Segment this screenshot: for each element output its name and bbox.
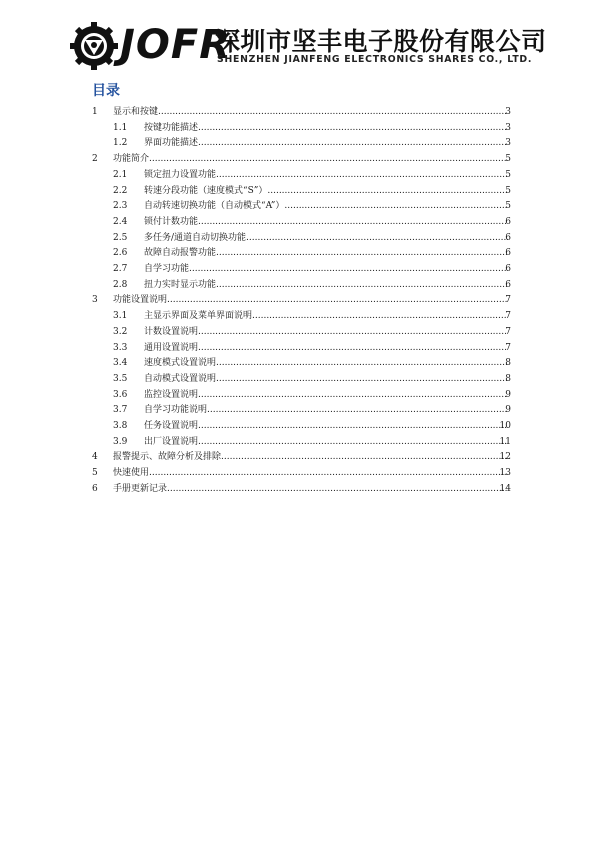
toc-entry-page: 6 [505, 264, 511, 274]
toc-entry-page: 10 [499, 421, 511, 431]
toc-entry-number: 3.4 [113, 358, 128, 369]
toc-entry[interactable] [0, 245, 600, 261]
toc-entry-title: 报警提示、故障分析及排除 [113, 452, 222, 463]
toc-entry[interactable] [0, 135, 600, 151]
toc-leader-dots [216, 277, 508, 293]
toc-entry-page: 8 [505, 373, 511, 384]
toc-entry-label [144, 340, 508, 356]
toc-entry-number: 2.7 [113, 264, 128, 274]
toc-entry-label [144, 167, 508, 183]
toc-entry-page: 6 [505, 232, 511, 243]
toc-entry-page: 6 [505, 279, 511, 290]
toc-entry-number: 6 [92, 483, 98, 494]
toc-entry[interactable] [0, 434, 600, 450]
toc-entry-label [144, 277, 508, 293]
toc-leader-dots [198, 120, 508, 136]
toc-entry[interactable] [0, 402, 600, 418]
toc-entry-page: 13 [499, 468, 511, 479]
toc-entry-page: 9 [505, 389, 511, 400]
toc-entry-title: 转速分段功能（速度模式“S”） [144, 185, 268, 196]
toc-entry-label [144, 183, 508, 199]
toc-entry[interactable] [0, 167, 600, 183]
toc-entry-title: 计数设置说明 [144, 326, 199, 337]
toc-entry[interactable] [0, 104, 600, 120]
toc-entry-page: 7 [505, 311, 511, 322]
toc-entry-title: 显示和按键 [113, 107, 159, 117]
toc-entry-page: 7 [505, 326, 511, 337]
toc-entry-label [113, 465, 508, 481]
toc-entry-title: 任务设置说明 [144, 421, 199, 431]
toc-entry-title: 界面功能描述 [144, 138, 199, 149]
toc-leader-dots [252, 308, 508, 324]
toc-entry-number: 2.5 [113, 232, 128, 243]
toc-entry-label [113, 292, 508, 308]
toc-entry-number: 1 [92, 107, 98, 117]
company-name-cn: 深圳市坚丰电子股份有限公司 [215, 27, 547, 56]
toc-leader-dots [267, 183, 508, 199]
toc-entry-title: 快速使用 [113, 468, 150, 479]
toc-entry-title: 手册更新记录 [113, 483, 168, 494]
toc-entry-label [113, 104, 508, 120]
toc-entry-label [144, 387, 508, 403]
toc-entry-title: 自动转速切换功能（自动模式“A”） [144, 201, 285, 212]
toc-entry-page: 3 [505, 107, 511, 117]
toc-leader-dots [167, 292, 508, 308]
toc-entry-number: 2.8 [113, 279, 128, 290]
toc-entry-page: 8 [505, 358, 511, 369]
toc-entry-label [144, 261, 508, 277]
toc-entry-number: 1.2 [113, 138, 128, 149]
page-header [70, 18, 550, 74]
toc-entry-page: 7 [505, 342, 511, 353]
toc-entry-number: 2.4 [113, 216, 128, 227]
toc-entry-label [144, 418, 508, 434]
toc-entry[interactable] [0, 183, 600, 199]
toc-entry-title: 功能简介 [113, 154, 150, 165]
toc-leader-dots [149, 151, 508, 167]
toc-entry-title: 功能设置说明 [113, 295, 168, 306]
toc-entry-title: 出厂设置说明 [144, 436, 199, 447]
toc-entry-label [144, 402, 508, 418]
toc-leader-dots [207, 402, 508, 418]
toc-entry-title: 速度模式设置说明 [144, 358, 217, 369]
toc-entry[interactable] [0, 198, 600, 214]
toc-entry-number: 3.3 [113, 342, 128, 353]
toc-leader-dots [216, 245, 508, 261]
toc-entry-number: 2.3 [113, 201, 128, 212]
toc-entry-label [144, 135, 508, 151]
toc-entry-page: 3 [505, 122, 511, 133]
toc-entry-label [144, 230, 508, 246]
toc-entry[interactable] [0, 387, 600, 403]
toc-entry-label [144, 434, 508, 450]
toc-entry-page: 7 [505, 295, 511, 306]
toc-entry-title: 锁定扭力设置功能 [144, 169, 217, 180]
toc-leader-dots [189, 261, 508, 277]
toc-entry-title: 自动模式设置说明 [144, 373, 217, 384]
toc-entry-page: 14 [499, 483, 511, 494]
toc-entry-page: 6 [505, 216, 511, 227]
toc-leader-dots [198, 418, 508, 434]
toc-entry-title: 自学习功能说明 [144, 405, 208, 416]
toc-entry-label [144, 324, 508, 340]
toc-entry-label [144, 371, 508, 387]
toc-entry-number: 3.2 [113, 326, 128, 337]
toc-entry-title: 监控设置说明 [144, 389, 199, 400]
toc-entry-title: 通用设置说明 [144, 342, 199, 353]
toc-entry[interactable] [0, 230, 600, 246]
toc-entry-title: 多任务/通道自动切换功能 [144, 232, 247, 243]
toc-entry-label [113, 481, 508, 497]
brand-logo-text: JOFR [120, 22, 232, 68]
toc-leader-dots [216, 167, 508, 183]
toc-entry[interactable] [0, 340, 600, 356]
toc-entry-label [113, 449, 508, 465]
toc-entry-number: 3.8 [113, 421, 128, 431]
toc-leader-dots [216, 355, 508, 371]
toc-entry-label [113, 151, 508, 167]
toc-entry-number: 3.7 [113, 405, 128, 416]
toc-entry-number: 1.1 [113, 122, 128, 133]
toc-entry-page: 12 [499, 452, 511, 463]
toc-entry-page: 5 [505, 185, 511, 196]
toc-leader-dots [246, 230, 508, 246]
toc-entry-label [144, 245, 508, 261]
toc-entry-number: 5 [92, 468, 98, 479]
toc-entry-page: 5 [505, 201, 511, 212]
toc-entry-number: 3.5 [113, 373, 128, 384]
toc-leader-dots [158, 104, 508, 120]
toc-leader-dots [198, 135, 508, 151]
toc-leader-dots [216, 371, 508, 387]
toc-leader-dots [149, 465, 508, 481]
toc-entry-label [144, 355, 508, 371]
toc-entry-label [144, 198, 508, 214]
toc-entry-title: 按键功能描述 [144, 122, 199, 133]
toc-entry-page: 3 [505, 138, 511, 149]
toc-entry-label [144, 214, 508, 230]
toc-entry[interactable] [0, 418, 600, 434]
toc-entry-number: 2.6 [113, 248, 128, 259]
toc-entry-label [144, 308, 508, 324]
toc-leader-dots [221, 449, 508, 465]
toc-leader-dots [198, 434, 508, 450]
toc-entry-title: 锁付计数功能 [144, 216, 199, 227]
toc-entry[interactable] [0, 308, 600, 324]
toc-entry[interactable] [0, 355, 600, 371]
toc-entry-number: 3 [92, 295, 98, 306]
toc-entry-number: 3.1 [113, 311, 128, 322]
toc-entry-title: 主显示界面及菜单界面说明 [144, 311, 253, 322]
toc-entry[interactable] [0, 261, 600, 277]
toc-entry-page: 5 [505, 169, 511, 180]
toc-entry-number: 2.1 [113, 169, 128, 180]
toc-entry[interactable] [0, 120, 600, 136]
toc-entry-title: 扭力实时显示功能 [144, 279, 217, 290]
toc-entry-number: 4 [92, 452, 98, 463]
toc-entry[interactable] [0, 292, 600, 308]
toc-entry-page: 6 [505, 248, 511, 259]
toc-entry-number: 3.9 [113, 436, 128, 447]
toc-entry[interactable] [0, 151, 600, 167]
toc-leader-dots [198, 387, 508, 403]
toc-entry[interactable] [0, 214, 600, 230]
toc-title: 目录 [92, 83, 120, 99]
toc-entry-number: 2.2 [113, 185, 128, 196]
toc-leader-dots [167, 481, 508, 497]
toc-entry-label [144, 120, 508, 136]
toc-entry[interactable] [0, 277, 600, 293]
toc-entry[interactable] [0, 371, 600, 387]
toc-leader-dots [198, 340, 508, 356]
toc-entry-page: 11 [499, 436, 511, 447]
toc-entry[interactable] [0, 465, 600, 481]
toc-entry[interactable] [0, 449, 600, 465]
toc-entry-title: 自学习功能 [144, 264, 190, 274]
toc-entry[interactable] [0, 481, 600, 497]
toc-entry-page: 9 [505, 405, 511, 416]
toc-entry-number: 2 [92, 154, 98, 165]
gear-logo-icon [70, 22, 118, 70]
toc-entry[interactable] [0, 324, 600, 340]
toc-leader-dots [198, 324, 508, 340]
toc-entry-page: 5 [505, 154, 511, 165]
toc-leader-dots [284, 198, 508, 214]
company-name-en: SHENZHEN JIANFENG ELECTRONICS SHARES CO., LTD. [217, 54, 533, 65]
toc-entry-title: 故障自动报警功能 [144, 248, 217, 259]
toc-leader-dots [198, 214, 508, 230]
toc-entry-number: 3.6 [113, 389, 128, 400]
